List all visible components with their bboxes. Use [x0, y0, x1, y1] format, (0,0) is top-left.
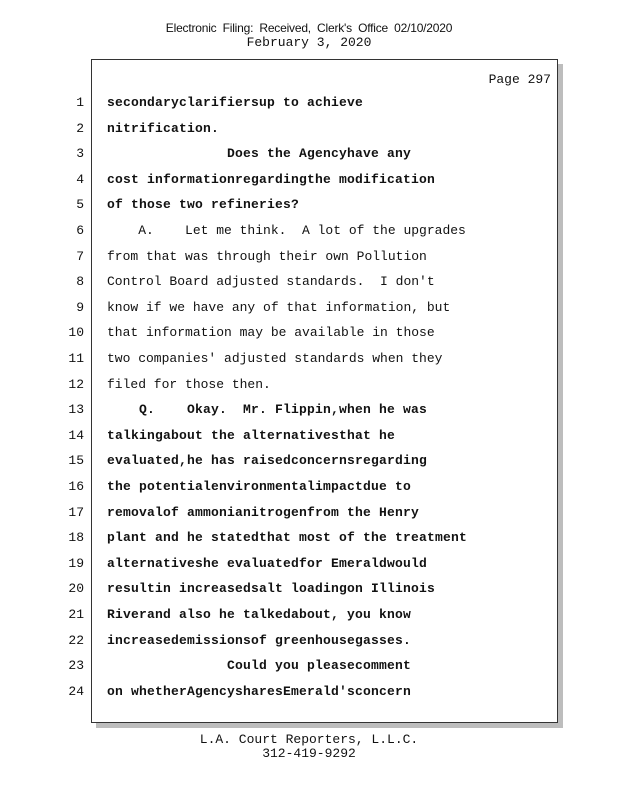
line-text: from that was through their own Pollution	[107, 248, 427, 264]
line-number: 15	[68, 453, 84, 469]
line-number: 5	[76, 197, 84, 213]
line-number: 14	[68, 427, 84, 443]
line-text: A. Let me think. A lot of the upgrades	[107, 223, 466, 238]
line-number: 23	[68, 658, 84, 674]
line-number: 16	[68, 479, 84, 494]
line-number: 2	[76, 120, 84, 136]
line-text: evaluated,he has raisedconcernsregarding	[107, 453, 428, 469]
line-number: 1	[76, 95, 84, 110]
page-number: Page 297	[488, 72, 551, 87]
line-number: 4	[76, 171, 84, 187]
line-text: resultin increasedsalt loadingon Illinois	[107, 581, 436, 597]
line-text: Does the Agencyhave any	[107, 146, 412, 162]
line-text: secondaryclarifiersup to achieve	[107, 95, 364, 110]
line-text: plant and he statedthat most of the treatment	[107, 530, 468, 546]
line-number: 11	[68, 351, 84, 366]
line-number: 19	[68, 555, 84, 571]
line-text: filed for those then.	[107, 376, 271, 392]
line-text: two companies' adjusted standards when they	[107, 351, 443, 366]
line-text: removalof ammonianitrogenfrom the Henry	[107, 504, 420, 520]
line-number: 22	[68, 632, 84, 648]
line-text: alternativeshe evaluatedfor Emeraldwould	[107, 555, 428, 571]
line-text: nitrification.	[107, 120, 220, 136]
line-number: 12	[68, 376, 84, 392]
line-text: Q. Okay. Mr. Flippin,when he was	[107, 402, 428, 418]
line-number: 20	[68, 581, 84, 597]
line-text: cost informationregardingthe modification	[107, 171, 436, 187]
line-number: 13	[68, 402, 84, 418]
line-number: 7	[76, 248, 84, 264]
line-number: 18	[68, 530, 84, 546]
filing-stamp: Electronic Filing: Received, Clerk's Office 02/10/2020	[165, 21, 453, 35]
line-number: 9	[76, 299, 84, 315]
footer-company: L.A. Court Reporters, L.L.C.	[199, 732, 419, 747]
line-text: Riverand also he talkedabout, you know	[107, 607, 412, 622]
line-number: 3	[76, 146, 84, 162]
line-number: 10	[68, 325, 84, 341]
line-number: 6	[76, 223, 84, 238]
line-number: 24	[68, 683, 84, 699]
line-text: Control Board adjusted standards. I don't	[107, 274, 435, 290]
line-text: know if we have any of that information, but	[107, 299, 451, 315]
footer-phone: 312-419-9292	[262, 746, 356, 761]
line-text: Could you pleasecomment	[107, 658, 412, 674]
line-text: talkingabout the alternativesthat he	[107, 427, 396, 443]
line-text: on whetherAgencysharesEmerald'sconcern	[107, 683, 412, 699]
line-number: 21	[68, 607, 84, 622]
transcript-date: February 3, 2020	[246, 35, 372, 50]
line-text: that information may be available in those	[107, 325, 435, 341]
line-number: 8	[76, 274, 84, 290]
line-text: the potentialenvironmentalimpactdue to	[107, 479, 412, 494]
line-text: of those two refineries?	[107, 197, 300, 213]
line-text: increasedemissionsof greenhousegasses.	[107, 632, 412, 648]
line-number: 17	[68, 504, 84, 520]
